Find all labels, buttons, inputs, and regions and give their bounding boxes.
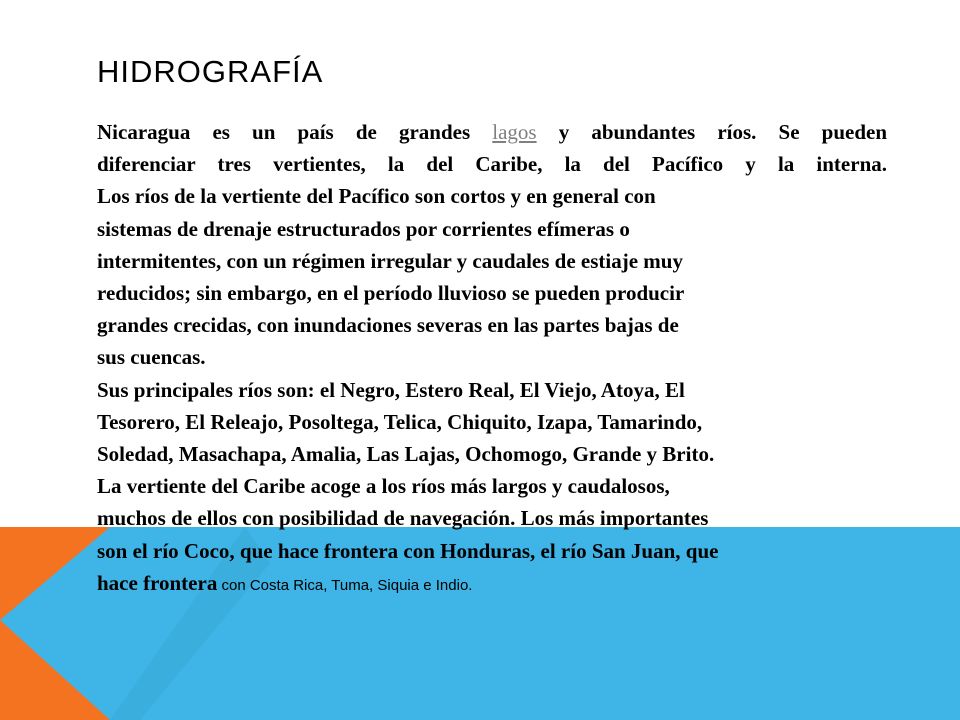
body-line-11: Soledad, Masachapa, Amalia, Las Lajas, Ochomogo, Grande y Brito.	[97, 442, 715, 467]
body-line-6: reducidos; sin embargo, en el período lluvioso se pueden producir	[97, 281, 685, 306]
body-line-1	[97, 116, 887, 148]
body-line-1-end: y abundantes ríos. Se pueden	[536, 120, 887, 144]
body-line-13: muchos de ellos con posibilidad de navegación. Los más importantes	[97, 506, 709, 531]
body-line-3: Los ríos de la vertiente del Pacífico son cortos y en general con	[97, 184, 656, 209]
body-line-4: sistemas de drenaje estructurados por corrientes efímeras o	[97, 216, 630, 241]
slide-title: HIDROGRAFÍA	[97, 54, 324, 89]
body-paragraph	[97, 116, 887, 602]
lagos-link[interactable]: lagos	[492, 120, 537, 144]
body-line-5: intermitentes, con un régimen irregular y caudales de estiaje muy	[97, 248, 683, 273]
body-line-9: Sus principales ríos son: el Negro, Estero Real, El Viejo, Atoya, El	[97, 377, 685, 402]
body-line-2: diferenciar tres vertientes, la del Caribe, la del Pacífico y la interna.	[97, 152, 887, 177]
body-line-1-start: Nicaragua es un país de grandes	[97, 120, 493, 144]
body-line-14: son el río Coco, que hace frontera con Honduras, el río San Juan, que	[97, 538, 719, 563]
body-line-15-bold: hace frontera	[97, 570, 218, 595]
body-line-15-small: con Costa Rica, Tuma, Siquia e Indio.	[217, 576, 473, 594]
body-line-7: grandes crecidas, con inundaciones severas en las partes bajas de	[97, 313, 679, 338]
body-line-8: sus cuencas.	[97, 345, 206, 370]
body-line-15	[97, 567, 887, 602]
body-line-10: Tesorero, El Releajo, Posoltega, Telica, Chiquito, Izapa, Tamarindo,	[97, 409, 703, 434]
body-line-12: La vertiente del Caribe acoge a los ríos más largos y caudalosos,	[97, 474, 670, 499]
